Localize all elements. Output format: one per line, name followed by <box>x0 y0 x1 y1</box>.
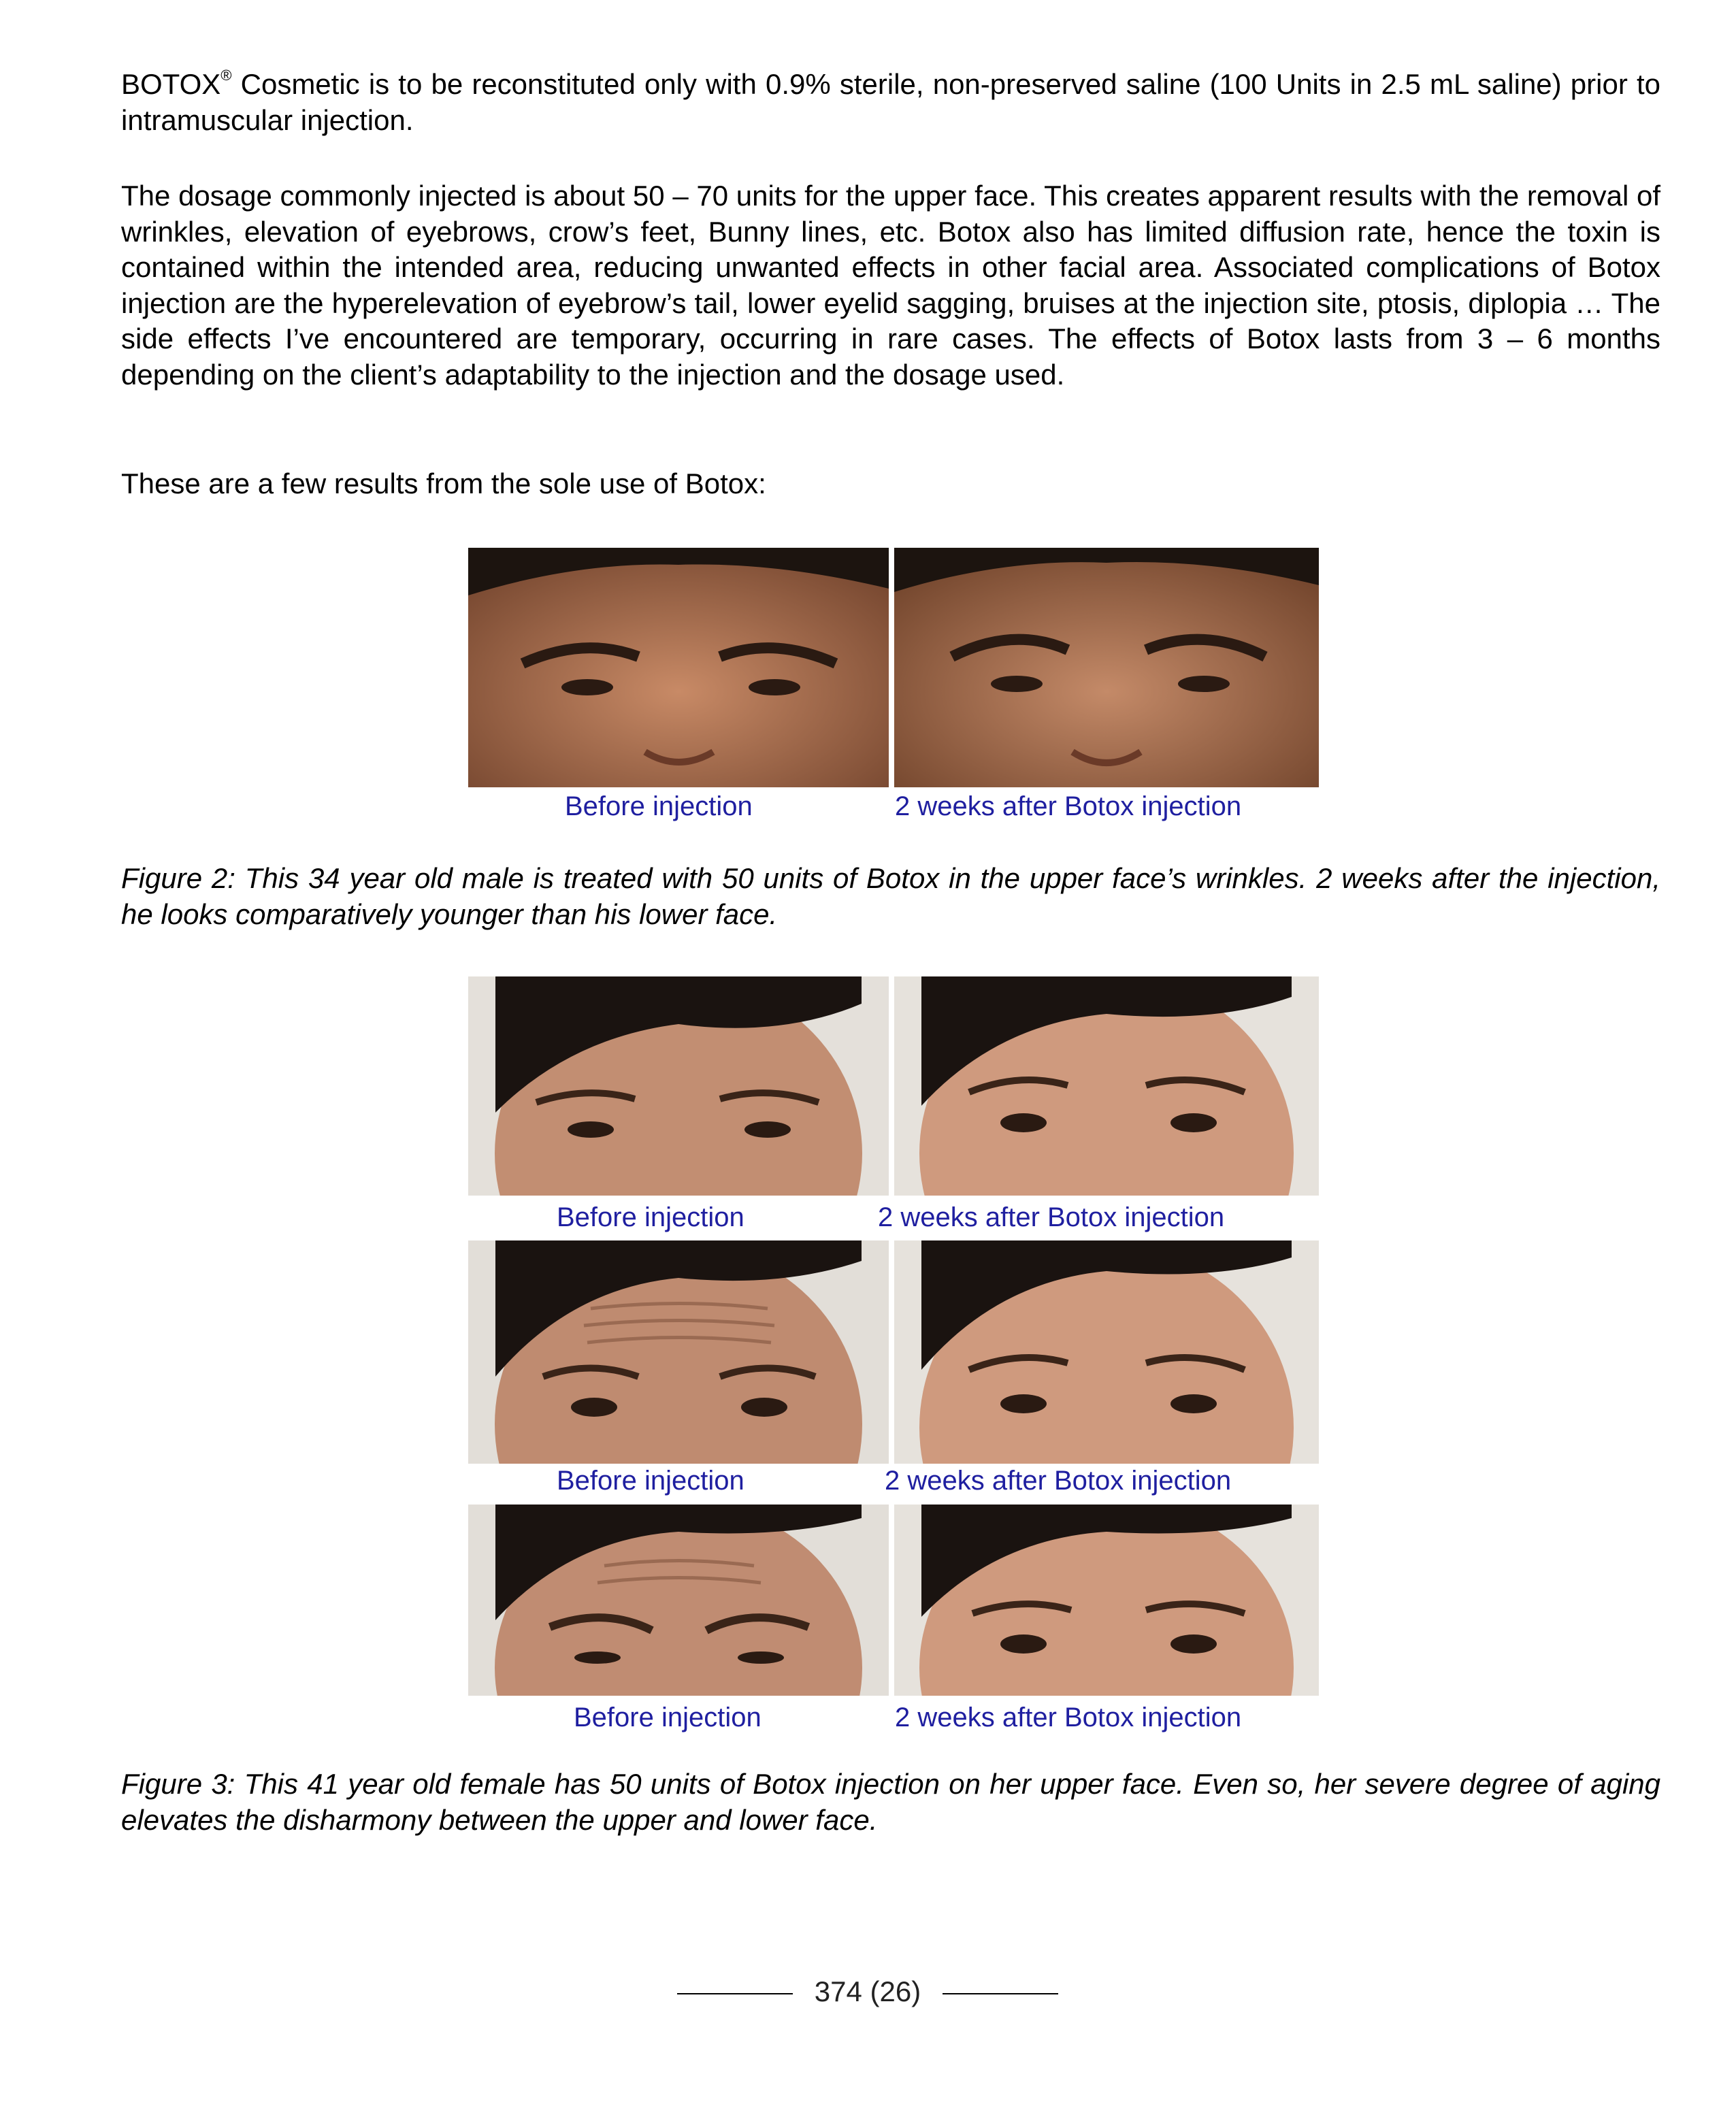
footer-rule-right <box>943 1993 1058 1994</box>
figure2-after-label: 2 weeks after Botox injection <box>895 791 1242 821</box>
figure3-row2-before-label: Before injection <box>557 1466 744 1496</box>
figure3-caption: Figure 3: This 41 year old female has 50 units of Botox injection on her upper face. Even so, her severe degree of aging elevates the disharmony between the upper and lower face. <box>121 1768 1660 1836</box>
figure3-row2-after-photo <box>894 1240 1319 1464</box>
paragraph-reconstitution-text: Cosmetic is to be reconstituted only with 0.9% sterile, non-preserved saline (100 Units in 2.5 mL saline) prior to intramuscular injection. <box>121 68 1660 136</box>
paragraph-reconstitution <box>121 67 1660 138</box>
figure3-row3-before-photo <box>468 1505 889 1696</box>
figure3-row1-after-photo <box>894 976 1319 1196</box>
paragraph-results-intro: These are a few results from the sole use of Botox: <box>121 467 766 499</box>
figure2-before-photo <box>468 548 889 787</box>
figure2-before-label: Before injection <box>565 791 753 821</box>
figure3-row1-before-label: Before injection <box>557 1202 744 1232</box>
figure3-row2-after-label: 2 weeks after Botox injection <box>885 1466 1232 1496</box>
figure3-row3-after-label: 2 weeks after Botox injection <box>895 1703 1242 1732</box>
botox-brand: BOTOX <box>121 68 221 100</box>
figure3-row1-before-photo <box>468 976 889 1196</box>
paragraph-dosage: The dosage commonly injected is about 50 – 70 units for the upper face. This creates apparent results with the removal of wrinkles, elevation of eyebrows, crow’s feet, Bunny lines, etc. Botox also has limited diffusion rate, hence the toxin is contained within the intended area, reducing unwanted effects in other facial area. Associated complications of Botox injection are the hyperelevation of eyebrow’s tail, lower eyelid sagging, bruises at the injection site, ptosis, diplopia … The side effects I’ve encountered are temporary, occurring in rare cases. The effects of Botox lasts from 3 – 6 months depending on the client’s adaptability to the injection and the dosage used. <box>121 180 1660 391</box>
footer-rule-left <box>677 1993 793 1994</box>
figure3-row3-after-photo <box>894 1505 1319 1696</box>
figure3-row1-after-label: 2 weeks after Botox injection <box>878 1202 1225 1232</box>
figure3-row3-before-label: Before injection <box>574 1703 761 1732</box>
figure2-caption: Figure 2: This 34 year old male is treated with 50 units of Botox in the upper face’s wrinkles. 2 weeks after the injection, he looks comparatively younger than his lower face. <box>121 862 1660 930</box>
registered-mark: ® <box>220 67 232 84</box>
page-number: 374 (26) <box>814 1975 921 2007</box>
figure2-after-photo <box>894 548 1319 787</box>
figure3-row2-before-photo <box>468 1240 889 1464</box>
